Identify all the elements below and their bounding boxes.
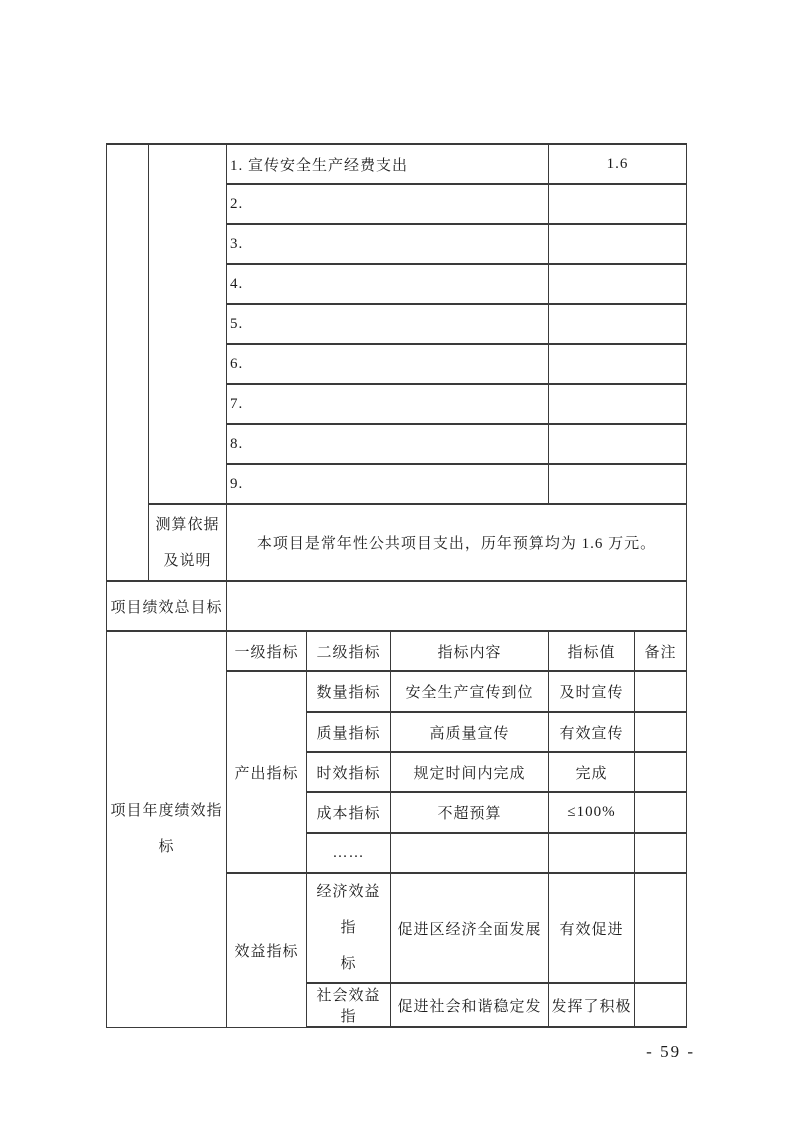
budget-item-label: 4. — [227, 264, 549, 304]
annual-indicators-label-line2: 标 — [158, 839, 175, 856]
header-level2: 二级指标 — [307, 631, 391, 671]
indicator-value: 及时宣传 — [549, 671, 635, 712]
benefit-group-label: 效益指标 — [227, 873, 307, 1027]
indicator-level2: …… — [307, 833, 391, 873]
budget-item-label: 6. — [227, 344, 549, 384]
indicator-content: 高质量宣传 — [391, 712, 549, 752]
indicator-content: 规定时间内完成 — [391, 752, 549, 792]
indicator-value: 完成 — [549, 752, 635, 792]
indicator-value: 有效宣传 — [549, 712, 635, 752]
budget-item-label: 5. — [227, 304, 549, 344]
annual-indicators-label-line1: 项目年度绩效指 — [110, 803, 223, 820]
budget-item-row — [107, 144, 687, 184]
budget-item-value — [549, 304, 687, 344]
budget-item-label: 9. — [227, 464, 549, 504]
indicator-content: 促进区经济全面发展 — [391, 873, 549, 983]
header-value: 指标值 — [549, 631, 635, 671]
budget-item-value — [549, 424, 687, 464]
indicator-note — [635, 671, 687, 712]
output-group-label: 产出指标 — [227, 671, 307, 873]
indicator-content: 促进社会和谐稳定发 — [391, 983, 549, 1027]
overall-goal-content — [227, 581, 687, 631]
budget-item-value — [549, 224, 687, 264]
left-continuation-cell — [107, 144, 149, 581]
budget-item-value — [549, 344, 687, 384]
budget-item-label: 3. — [227, 224, 549, 264]
indicator-note — [635, 752, 687, 792]
basis-label-line2: 及说明 — [163, 552, 212, 569]
indicator-level2: 质量指标 — [307, 712, 391, 752]
indicator-level2: 成本指标 — [307, 792, 391, 833]
budget-item-label: 2. — [227, 184, 549, 224]
basis-row — [107, 504, 687, 581]
header-level1: 一级指标 — [227, 631, 307, 671]
indicator-note — [635, 873, 687, 983]
indicator-level2 — [307, 873, 391, 983]
basis-label-cell — [149, 504, 227, 581]
budget-item-value — [549, 464, 687, 504]
indicator-value: 发挥了积极 — [549, 983, 635, 1027]
indicator-note — [635, 983, 687, 1027]
indicator-content — [391, 833, 549, 873]
indicator-value: ≤100% — [549, 792, 635, 833]
budget-item-label: 7. — [227, 384, 549, 424]
indicator-level2: 社会效益指 — [307, 983, 391, 1027]
budget-item-label: 1. 宣传安全生产经费支出 — [227, 144, 549, 184]
indicator-note — [635, 712, 687, 752]
budget-item-value: 1.6 — [549, 144, 687, 184]
project-performance-table — [106, 143, 687, 1028]
header-note: 备注 — [635, 631, 687, 671]
budget-item-value — [549, 384, 687, 424]
annual-indicators-label-cell — [107, 631, 227, 1027]
basis-content-cell: 本项目是常年性公共项目支出，历年预算均为 1.6 万元。 — [227, 504, 687, 581]
indicator-level2: 数量指标 — [307, 671, 391, 712]
overall-goal-label: 项目绩效总目标 — [107, 581, 227, 631]
second-continuation-cell — [149, 144, 227, 504]
budget-item-value — [549, 264, 687, 304]
header-content: 指标内容 — [391, 631, 549, 671]
indicator-value: 有效促进 — [549, 873, 635, 983]
indicator-level2: 时效指标 — [307, 752, 391, 792]
indicator-note — [635, 833, 687, 873]
budget-item-value — [549, 184, 687, 224]
budget-item-label: 8. — [227, 424, 549, 464]
overall-goal-row — [107, 581, 687, 631]
basis-label-line1: 测算依据 — [155, 516, 220, 533]
indicator-level2-line1: 经济效益指 — [316, 884, 381, 936]
indicator-header-row — [107, 631, 687, 671]
indicator-note — [635, 792, 687, 833]
indicator-content: 不超预算 — [391, 792, 549, 833]
indicator-level2-line2: 标 — [340, 956, 357, 972]
indicator-content: 安全生产宣传到位 — [391, 671, 549, 712]
page-number: - 59 - — [646, 1042, 695, 1061]
indicator-value — [549, 833, 635, 873]
